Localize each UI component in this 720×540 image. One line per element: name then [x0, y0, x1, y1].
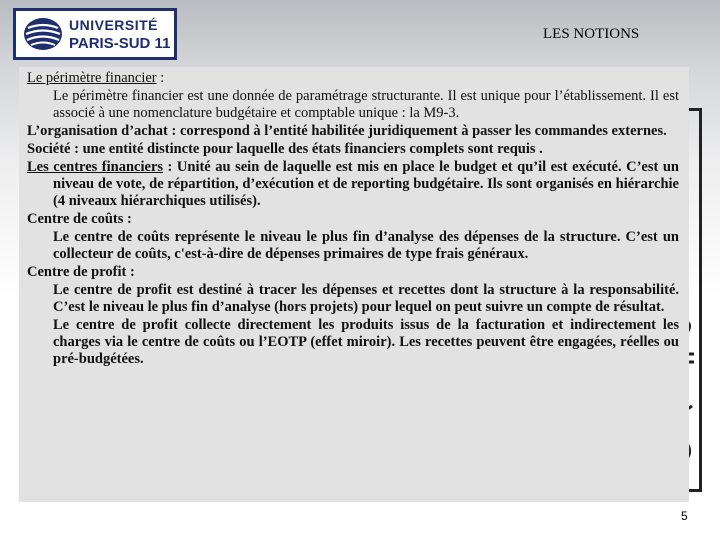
- university-emblem-icon: [22, 16, 64, 52]
- centres-financiers: [27, 159, 679, 210]
- perimetre-sep: :: [156, 70, 165, 86]
- perimetre-financier: [27, 70, 679, 87]
- centre-couts-sep: :: [123, 211, 132, 227]
- centres-financiers-label: Les centres financiers: [27, 159, 164, 175]
- page-number: 5: [681, 509, 688, 523]
- societe-label: Société: [27, 141, 71, 157]
- centres-financiers-body: : Unité au sein de laquelle est mis en place le budget et qu’il est exécuté. C’est un niveau de vote, de répartition, d’exécution et de reporting budgétaire. Ils sont organisés en hiérarchie (4 niveaux hiérarchiques utilisés).: [53, 159, 679, 209]
- centre-profit-label: Centre de profit :: [27, 264, 135, 280]
- organisation-body: : correspond à l’entité habilitée juridiquement à passer les commandes externes.: [167, 123, 667, 139]
- logo-text: [69, 18, 170, 51]
- organisation-achat: [27, 123, 679, 140]
- societe: [27, 141, 679, 158]
- centre-couts-body: Le centre de coûts représente le niveau le plus fin d’analyse des dépenses de la structure. C’est un collecteur de coûts, c'est-à-dire de dépenses primaires de type frais généraux.: [53, 229, 679, 262]
- definitions-box: [19, 67, 689, 502]
- centre-profit-body-2: Le centre de profit collecte directement les produits issus de la facturation et indirectement les charges via le centre de coûts ou l’EOTP (effet miroir). Les recettes peuvent être engagées, réelles ou pré-budgétées.: [53, 317, 679, 367]
- societe-body: : une entité distincte pour laquelle des états financiers complets sont requis .: [70, 141, 543, 157]
- page-title: LES NOTIONS: [543, 26, 640, 42]
- perimetre-label: Le périmètre financier: [27, 70, 157, 86]
- centre-profit-body-1: Le centre de profit est destiné à tracer les dépenses et recettes dont la structure à la responsabilité. C’est le niveau le plus fin d’analyse (hors projets) pour lequel on peut suivre un compte de résultat.: [53, 282, 679, 315]
- logo-line1: UNIVERSITÉ: [69, 16, 159, 33]
- perimetre-body: Le périmètre financier est une donnée de paramétrage structurante. Il est unique pour l’établissement. Il est associé à une nomenclature budgétaire et comptable unique : la M9-3.: [53, 88, 679, 121]
- centre-couts-label: Centre de coûts: [27, 211, 124, 227]
- logo-line2: PARIS-SUD 11: [69, 34, 171, 52]
- university-logo: [13, 8, 177, 60]
- organisation-label: L’organisation d’achat: [27, 123, 168, 139]
- centre-couts: [27, 211, 679, 228]
